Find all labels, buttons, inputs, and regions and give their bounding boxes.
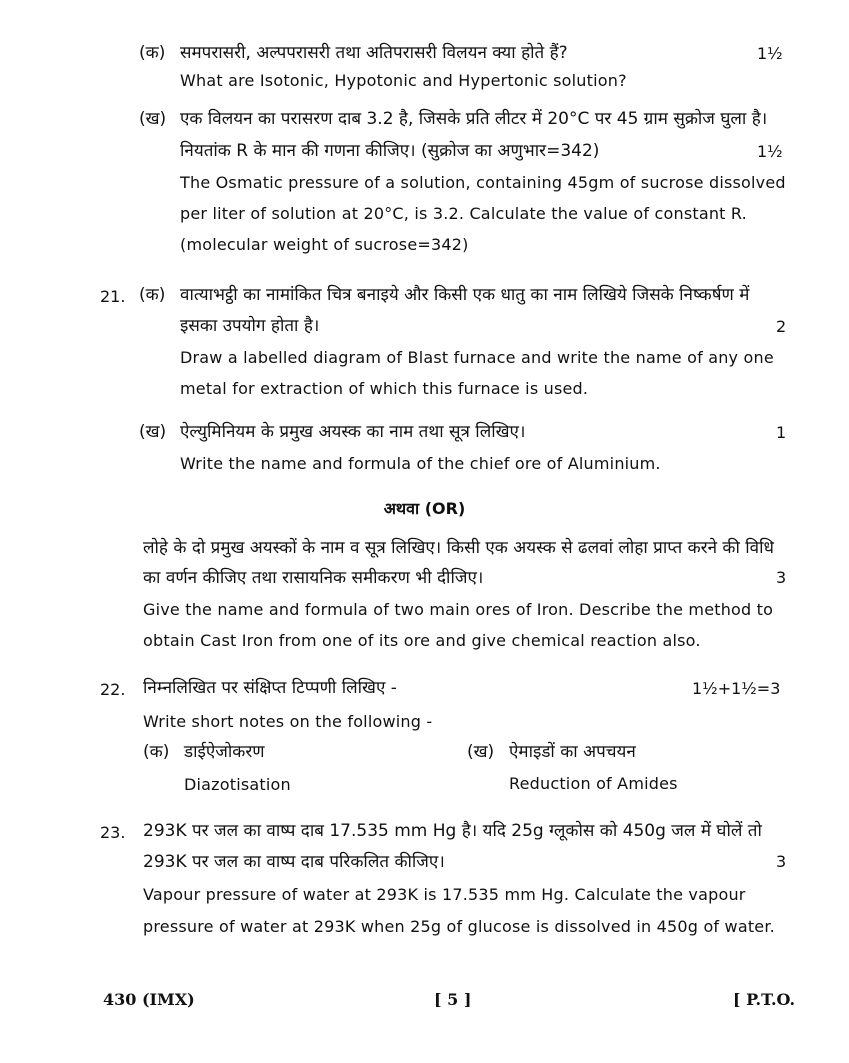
q22b-label: (ख): [467, 742, 495, 762]
q23-hindi-line1: 293K पर जल का वाष्प दाब 17.535 mm Hg है। यदि 25g ग्लूकोस को 450g जल में घोलें तो: [143, 821, 762, 841]
paper-code: 430 (IMX): [103, 990, 195, 1009]
q20b-english-line3: (molecular weight of sucrose=342): [180, 235, 469, 254]
q22b-english: Reduction of Amides: [509, 774, 678, 793]
or-marks: 3: [776, 568, 787, 587]
or-english-line1: Give the name and formula of two main ores of Iron. Describe the method to: [143, 600, 774, 619]
q20b-label: (ख): [139, 109, 167, 129]
q21b-hindi: ऐल्युमिनियम के प्रमुख अयस्क का नाम तथा सूत्र लिखिए।: [180, 422, 526, 442]
q21a-label: (क): [139, 285, 166, 305]
q23-hindi-line2: 293K पर जल का वाष्प दाब परिकलित कीजिए।: [143, 852, 445, 872]
q20b-hindi-line2: नियतांक R के मान की गणना कीजिए। (सुक्रोज का अणुभार=342): [180, 141, 600, 161]
or-hindi-line1: लोहे के दो प्रमुख अयस्कों के नाम व सूत्र लिखिए। किसी एक अयस्क से ढलवां लोहा प्राप्त करने की विधि: [143, 538, 774, 558]
q22a-english: Diazotisation: [184, 775, 291, 794]
q20b-marks: 1½: [757, 142, 783, 161]
q22-number: 22.: [100, 680, 126, 699]
q20a-label: (क): [139, 43, 166, 63]
please-turn-over: [ P.T.O.: [733, 990, 796, 1009]
q23-english-line2: pressure of water at 293K when 25g of glucose is dissolved in 450g of water.: [143, 917, 775, 936]
or-english-line2: obtain Cast Iron from one of its ore and give chemical reaction also.: [143, 631, 701, 650]
q23-number: 23.: [100, 823, 126, 842]
q21a-marks: 2: [776, 317, 787, 336]
or-hindi-line2: का वर्णन कीजिए तथा रासायनिक समीकरण भी दीजिए।: [143, 568, 484, 588]
q20b-english-line1: The Osmatic pressure of a solution, containing 45gm of sucrose dissolved: [180, 173, 786, 192]
or-heading: अथवा (OR): [383, 499, 466, 518]
q21b-label: (ख): [139, 422, 167, 442]
page-number: [ 5 ]: [434, 990, 472, 1009]
q21b-english: Write the name and formula of the chief ore of Aluminium.: [180, 454, 661, 473]
q21a-english-line1: Draw a labelled diagram of Blast furnace and write the name of any one: [180, 348, 774, 367]
q21b-marks: 1: [776, 423, 787, 442]
q23-english-line1: Vapour pressure of water at 293K is 17.535 mm Hg. Calculate the vapour: [143, 885, 746, 904]
q20a-marks: 1½: [757, 44, 783, 63]
q20a-hindi: समपरासरी, अल्पपरासरी तथा अतिपरासरी विलयन क्या होते हैं?: [180, 43, 568, 63]
q22a-hindi: डाईऐजोकरण: [184, 742, 265, 762]
q22a-label: (क): [143, 742, 170, 762]
q21-number: 21.: [100, 287, 126, 306]
q21a-english-line2: metal for extraction of which this furnace is used.: [180, 379, 589, 398]
q22-english: Write short notes on the following -: [143, 712, 433, 731]
q20b-hindi-line1: एक विलयन का परासरण दाब 3.2 है, जिसके प्रति लीटर में 20°C पर 45 ग्राम सुक्रोज घुला है।: [180, 109, 768, 129]
q22b-hindi: ऐमाइडों का अपचयन: [509, 742, 636, 762]
q23-marks: 3: [776, 852, 787, 871]
q21a-hindi-line2: इसका उपयोग होता है।: [180, 316, 320, 336]
q22-hindi: निम्नलिखित पर संक्षिप्त टिप्पणी लिखिए -: [143, 678, 397, 698]
q20b-english-line2: per liter of solution at 20°C, is 3.2. Calculate the value of constant R.: [180, 204, 747, 223]
q21a-hindi-line1: वात्याभट्ठी का नामांकित चित्र बनाइये और किसी एक धातु का नाम लिखिये जिसके निष्कर्षण में: [180, 285, 750, 305]
q20a-english: What are Isotonic, Hypotonic and Hypertonic solution?: [180, 71, 627, 90]
q22-marks: 1½+1½=3: [692, 679, 781, 698]
